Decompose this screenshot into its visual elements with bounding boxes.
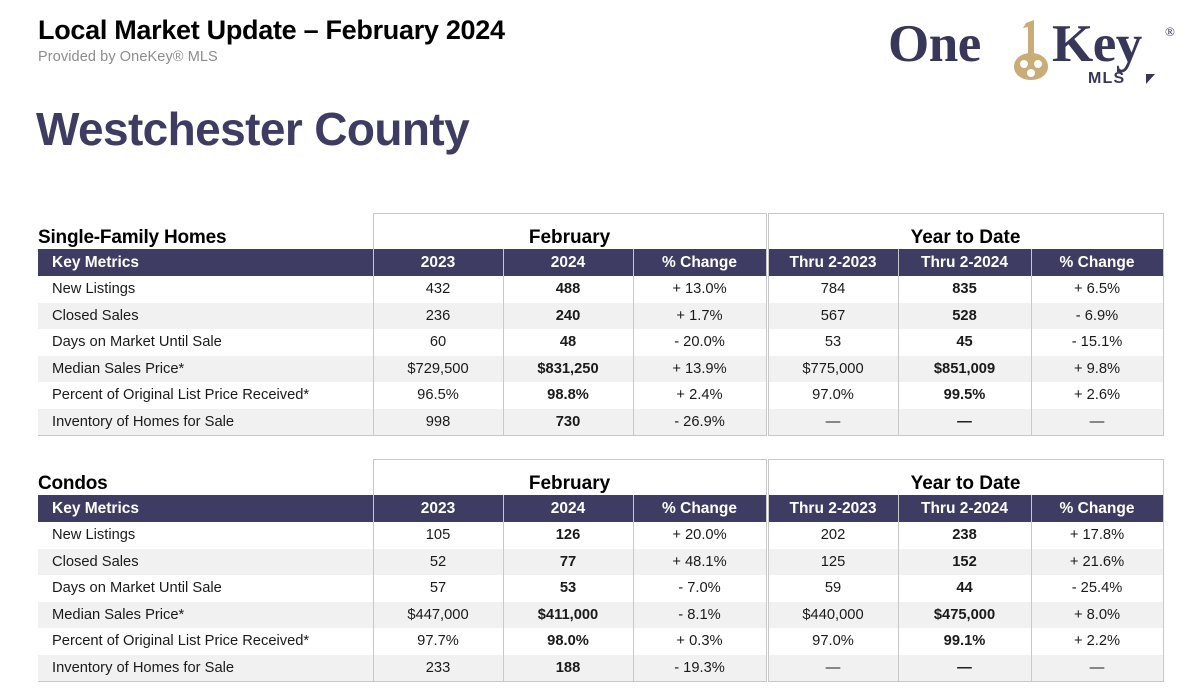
row-metric-label: New Listings <box>52 281 136 298</box>
cell-thru-2024: 99.5% <box>898 382 1031 409</box>
cell-2024: 48 <box>503 329 633 356</box>
cell-thru-2024: 44 <box>898 575 1031 602</box>
row-metric-label: Closed Sales <box>38 549 373 576</box>
cell-thru-2023: 567 <box>768 303 898 330</box>
cell-thru-2023: — <box>768 655 898 682</box>
column-header-row <box>38 249 1163 276</box>
cell-thru-2023: 53 <box>768 329 898 356</box>
header-col-5: % Change <box>1031 495 1163 522</box>
row-metric-label: Days on Market Until Sale <box>52 580 222 597</box>
cell-pct-change: + 13.9% <box>633 356 766 383</box>
cell-thru-2024: $475,000 <box>898 602 1031 629</box>
cell-2024: $411,000 <box>503 602 633 629</box>
row-metric-label: Days on Market Until Sale <box>52 334 222 351</box>
cell-thru-2024: 99.1% <box>898 628 1031 655</box>
cell-ytd-pct-change: + 2.2% <box>1031 628 1163 655</box>
group-header-february: February <box>373 214 766 250</box>
section-condos <box>38 459 1163 682</box>
cell-2023: $447,000 <box>373 602 503 629</box>
page-subtitle: Provided by OneKey® MLS <box>38 49 218 66</box>
cell-thru-2023: 97.0% <box>768 382 898 409</box>
table-row <box>38 549 1163 576</box>
row-metric-label: Median Sales Price* <box>38 602 373 629</box>
cell-2024: 188 <box>503 655 633 682</box>
header-col-3: Thru 2-2023 <box>768 249 898 276</box>
group-header-february: February <box>373 460 766 496</box>
cell-2023: 432 <box>373 276 503 303</box>
section-single-family-homes <box>38 213 1163 436</box>
group-header-year-to-date: Year to Date <box>768 460 1163 496</box>
cell-2024: 77 <box>503 549 633 576</box>
cell-2023: 96.5% <box>373 382 503 409</box>
table-row <box>38 303 1163 330</box>
logo-word-one: One <box>888 15 981 73</box>
cell-2023: $729,500 <box>373 356 503 383</box>
table-row <box>38 655 1163 682</box>
row-metric-label: New Listings <box>52 527 136 544</box>
group-header-row <box>38 460 1163 496</box>
row-metric-label: Percent of Original List Price Received* <box>52 633 310 650</box>
cell-2024: 240 <box>503 303 633 330</box>
cell-2024: 488 <box>503 276 633 303</box>
cell-ytd-pct-change: + 8.0% <box>1031 602 1163 629</box>
cell-thru-2024: — <box>898 655 1031 682</box>
cell-2023: 60 <box>373 329 503 356</box>
cell-thru-2024: 152 <box>898 549 1031 576</box>
table-row <box>38 628 1163 655</box>
table-row <box>38 276 1163 303</box>
cell-ytd-pct-change: + 21.6% <box>1031 549 1163 576</box>
table-row <box>38 409 1163 436</box>
cell-ytd-pct-change: - 25.4% <box>1031 575 1163 602</box>
table-single-family-homes <box>38 213 1164 436</box>
cell-2023: 105 <box>373 522 503 549</box>
table-title: Condos <box>38 473 108 494</box>
cell-pct-change: - 26.9% <box>633 409 766 436</box>
cell-ytd-pct-change: + 6.5% <box>1031 276 1163 303</box>
cell-pct-change: - 7.0% <box>633 575 766 602</box>
cell-ytd-pct-change: + 9.8% <box>1031 356 1163 383</box>
cell-thru-2023: 59 <box>768 575 898 602</box>
cell-2023: 236 <box>373 303 503 330</box>
cell-thru-2024: 835 <box>898 276 1031 303</box>
cell-2024: 53 <box>503 575 633 602</box>
table-title: Single-Family Homes <box>38 227 227 248</box>
header-col-0: 2023 <box>373 249 503 276</box>
header-col-4: Thru 2-2024 <box>898 495 1031 522</box>
table-row <box>38 329 1163 356</box>
row-metric-label: Inventory of Homes for Sale <box>38 655 373 682</box>
cell-thru-2024: 238 <box>898 522 1031 549</box>
cell-2023: 998 <box>373 409 503 436</box>
cell-ytd-pct-change: — <box>1031 409 1163 436</box>
cell-pct-change: + 2.4% <box>633 382 766 409</box>
logo-wordmark <box>888 16 1178 72</box>
header-col-4: Thru 2-2024 <box>898 249 1031 276</box>
cell-ytd-pct-change: + 17.8% <box>1031 522 1163 549</box>
cell-2024: 730 <box>503 409 633 436</box>
cell-2023: 57 <box>373 575 503 602</box>
table-row <box>38 356 1163 383</box>
header-key-metrics: Key Metrics <box>38 249 373 276</box>
cell-2023: 97.7% <box>373 628 503 655</box>
table-row <box>38 575 1163 602</box>
group-header-row <box>38 214 1163 250</box>
cell-thru-2024: 45 <box>898 329 1031 356</box>
cell-pct-change: - 20.0% <box>633 329 766 356</box>
cell-ytd-pct-change: - 6.9% <box>1031 303 1163 330</box>
cell-thru-2024: $851,009 <box>898 356 1031 383</box>
cell-pct-change: + 48.1% <box>633 549 766 576</box>
cell-2023: 52 <box>373 549 503 576</box>
header-col-3: Thru 2-2023 <box>768 495 898 522</box>
cell-2024: 98.0% <box>503 628 633 655</box>
table-row <box>38 602 1163 629</box>
logo-word-key: Key <box>1052 15 1142 73</box>
cell-pct-change: + 13.0% <box>633 276 766 303</box>
county-name: Westchester County <box>36 103 470 155</box>
cell-ytd-pct-change: - 15.1% <box>1031 329 1163 356</box>
cell-thru-2023: 125 <box>768 549 898 576</box>
onekey-key-icon <box>1010 19 1054 81</box>
table-row <box>38 382 1163 409</box>
cell-2024: 126 <box>503 522 633 549</box>
table-condos <box>38 459 1164 682</box>
row-metric-label: Percent of Original List Price Received* <box>52 387 310 404</box>
row-metric-label: Inventory of Homes for Sale <box>38 409 373 436</box>
cell-pct-change: + 0.3% <box>633 628 766 655</box>
logo-flag-icon <box>1146 74 1155 84</box>
cell-2024: 98.8% <box>503 382 633 409</box>
row-metric-label: Closed Sales <box>38 303 373 330</box>
page-title: Local Market Update – February 2024 <box>38 15 505 45</box>
cell-2023: 233 <box>373 655 503 682</box>
header-col-1: 2024 <box>503 495 633 522</box>
column-header-row <box>38 495 1163 522</box>
header-key-metrics: Key Metrics <box>38 495 373 522</box>
cell-pct-change: - 19.3% <box>633 655 766 682</box>
cell-thru-2024: — <box>898 409 1031 436</box>
cell-thru-2024: 528 <box>898 303 1031 330</box>
onekey-mls-logo <box>888 16 1178 94</box>
table-row <box>38 522 1163 549</box>
cell-thru-2023: 784 <box>768 276 898 303</box>
header-col-0: 2023 <box>373 495 503 522</box>
cell-thru-2023: $440,000 <box>768 602 898 629</box>
header-col-1: 2024 <box>503 249 633 276</box>
row-metric-label: Median Sales Price* <box>38 356 373 383</box>
cell-ytd-pct-change: + 2.6% <box>1031 382 1163 409</box>
group-header-year-to-date: Year to Date <box>768 214 1163 250</box>
cell-thru-2023: 97.0% <box>768 628 898 655</box>
cell-pct-change: + 1.7% <box>633 303 766 330</box>
logo-registered-mark: ® <box>1165 24 1175 39</box>
header-col-2: % Change <box>633 495 766 522</box>
cell-pct-change: + 20.0% <box>633 522 766 549</box>
header-col-5: % Change <box>1031 249 1163 276</box>
cell-thru-2023: $775,000 <box>768 356 898 383</box>
logo-mls-text: MLS <box>1088 70 1126 87</box>
cell-ytd-pct-change: — <box>1031 655 1163 682</box>
cell-2024: $831,250 <box>503 356 633 383</box>
cell-thru-2023: 202 <box>768 522 898 549</box>
cell-thru-2023: — <box>768 409 898 436</box>
header-col-2: % Change <box>633 249 766 276</box>
cell-pct-change: - 8.1% <box>633 602 766 629</box>
